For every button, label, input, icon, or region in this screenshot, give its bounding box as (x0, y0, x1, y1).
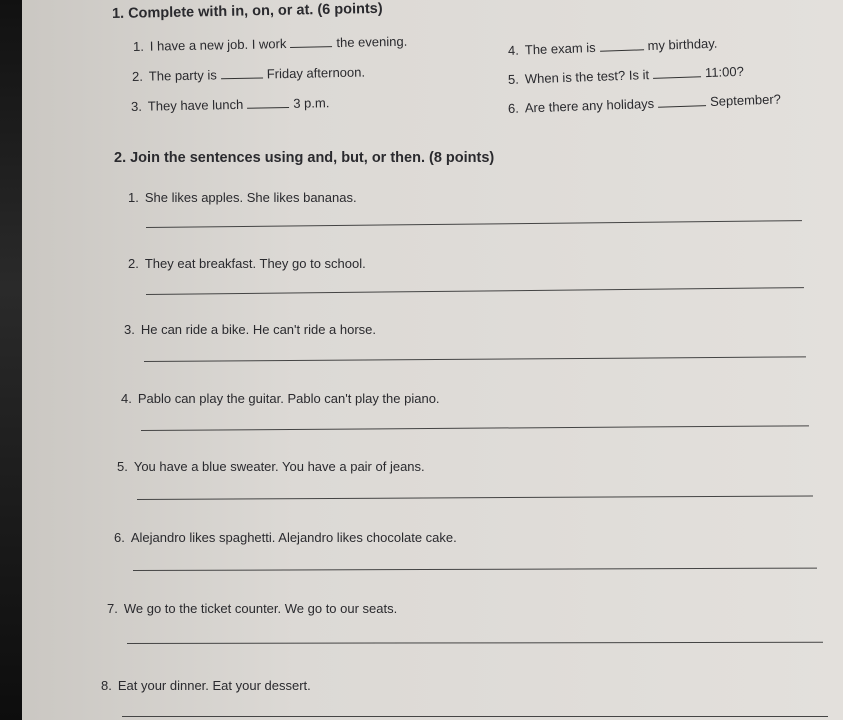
s1-item-2-after: Friday afternoon. (266, 64, 366, 82)
s1-item-2-before: The party is (148, 67, 217, 84)
s1-item-5-before: When is the test? Is it (524, 67, 650, 87)
s1-item-5-after: 11:00? (704, 63, 745, 81)
section2-title: 2. Join the sentences using and, but, or then. (8 points) (114, 150, 495, 166)
s1-item-5-num: 5. (507, 71, 520, 87)
s1-item-6-num: 6. (507, 100, 520, 116)
s2-item-1 (128, 190, 357, 205)
s2-item-1-text: She likes apples. She likes bananas. (144, 190, 357, 205)
s2-item-1-num: 1. (128, 190, 139, 205)
s2-item-7 (107, 601, 397, 616)
s2-item-3-text: He can ride a bike. He can't ride a horse. (140, 322, 377, 337)
s1-item-6-before: Are there any holidays (524, 95, 655, 116)
s2-item-4-text: Pablo can play the guitar. Pablo can't play the piano. (137, 391, 440, 406)
s2-item-2 (128, 256, 366, 271)
s2-item-2-text: They eat breakfast. They go to school. (144, 256, 366, 271)
s2-item-5-text: You have a blue sweater. You have a pair of jeans. (133, 459, 425, 474)
s2-item-8-text: Eat your dinner. Eat your dessert. (117, 678, 311, 693)
s1-item-4-before: The exam is (524, 39, 596, 58)
s1-item-6-after: September? (709, 91, 782, 109)
s1-item-5-blank[interactable] (653, 64, 701, 79)
s2-item-8 (101, 678, 311, 693)
s1-item-4-num: 4. (507, 42, 520, 58)
s2-item-3 (124, 322, 376, 337)
s1-item-3-before: They have lunch (147, 96, 244, 114)
s1-item-3-after: 3 p.m. (293, 95, 330, 111)
section1-title: 1. Complete with in, on, or at. (6 points) (111, 0, 383, 22)
s1-item-3-num: 3. (130, 98, 142, 114)
s1-item-2-blank[interactable] (221, 65, 263, 79)
s1-item-4-after: my birthday. (647, 35, 718, 54)
s2-item-7-text: We go to the ticket counter. We go to our seats. (123, 601, 398, 616)
s1-item-3-blank[interactable] (247, 95, 289, 109)
s1-item-2-num: 2. (131, 68, 143, 84)
s1-item-1-before: I have a new job. I work (149, 36, 287, 54)
s1-item-4-blank[interactable] (599, 37, 643, 52)
s2-item-8-num: 8. (101, 678, 112, 693)
s1-item-1-blank[interactable] (290, 34, 332, 48)
s2-item-7-num: 7. (107, 601, 118, 616)
s1-item-1-num: 1. (132, 38, 144, 54)
page-edge-shadow (0, 0, 22, 720)
s2-item-2-num: 2. (128, 256, 139, 271)
s1-item-1-after: the evening. (336, 33, 408, 51)
s2-item-4 (121, 391, 440, 406)
s2-item-3-num: 3. (124, 322, 135, 337)
s2-item-6-text: Alejandro likes spaghetti. Alejandro likes chocolate cake. (130, 530, 457, 545)
s2-item-6 (114, 530, 457, 545)
s2-item-6-num: 6. (114, 530, 125, 545)
s2-item-4-num: 4. (121, 391, 132, 406)
s1-item-6-blank[interactable] (658, 93, 706, 108)
s2-item-5-num: 5. (117, 459, 128, 474)
s2-item-5 (117, 459, 425, 474)
s2-item-8-answer-line[interactable] (122, 716, 828, 717)
